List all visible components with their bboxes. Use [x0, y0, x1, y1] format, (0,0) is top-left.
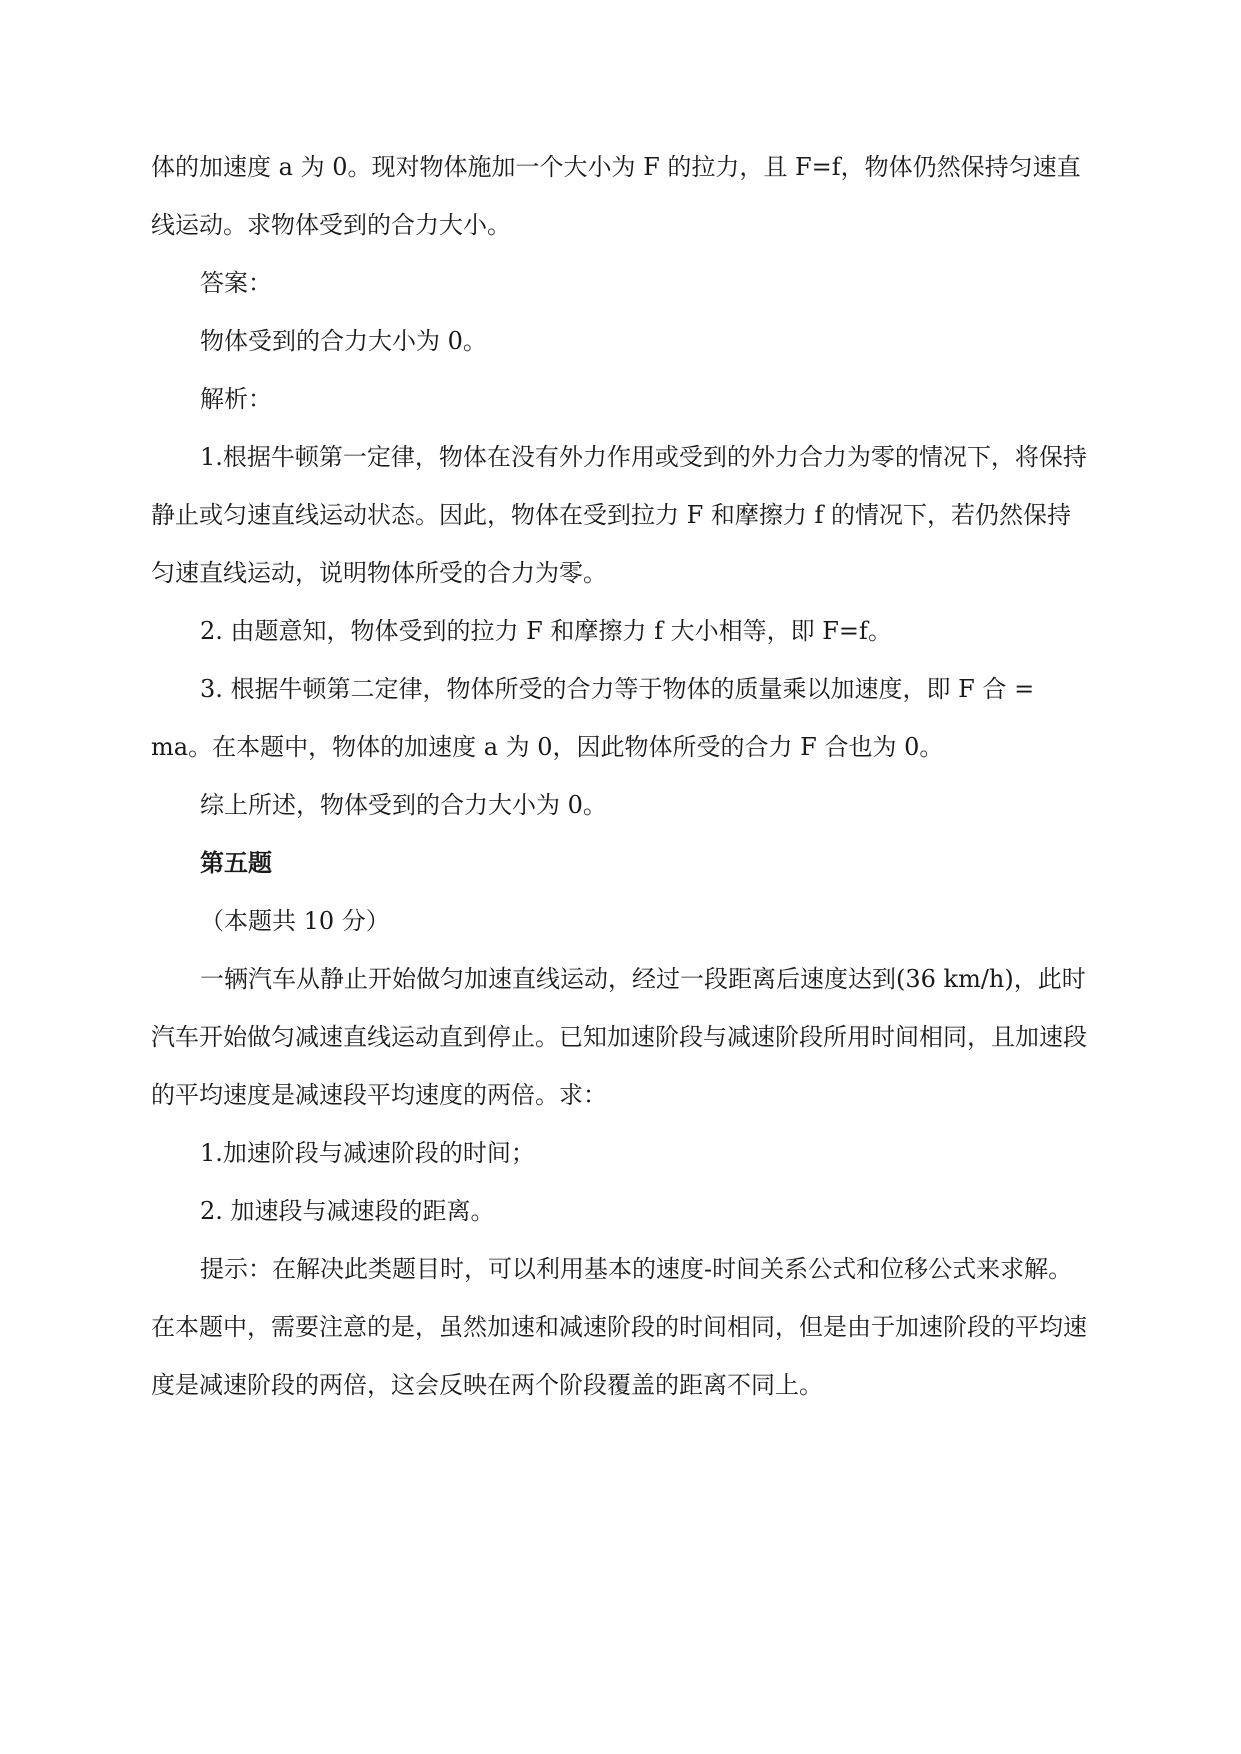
question-statement: 一辆汽车从静止开始做匀加速直线运动，经过一段距离后速度达到(36 km/h)，此时汽车开始做匀减速直线运动直到停止。已知加速阶段与减速阶段所用时间相同，且加速段的平均速度是减速段平均速度的两倍。求：	[151, 965, 1087, 1109]
analysis-step-3: 3. 根据牛顿第二定律，物体所受的合力等于物体的质量乘以加速度，即 F 合 = ma。在本题中，物体的加速度 a 为 0，因此物体所受的合力 F 合也为 0。	[151, 675, 1035, 761]
question-heading: 第五题	[200, 848, 272, 877]
analysis-conclusion: 综上所述，物体受到的合力大小为 0。	[200, 791, 607, 819]
analysis-label: 解析：	[200, 385, 272, 413]
question-item-2: 2. 加速段与减速段的距离。	[200, 1197, 495, 1225]
question-score: （本题共 10 分）	[200, 907, 390, 935]
hint-paragraph: 提示：在解决此类题目时，可以利用基本的速度-时间关系公式和位移公式来求解。在本题中，需要注意的是，虽然加速和减速阶段的时间相同，但是由于加速阶段的平均速度是减速阶段的两倍，这会反映在两个阶段覆盖的距离不同上。	[151, 1255, 1087, 1399]
document-body	[151, 138, 1091, 1414]
answer-text: 物体受到的合力大小为 0。	[200, 327, 487, 355]
analysis-step-1: 1.根据牛顿第一定律，物体在没有外力作用或受到的外力合力为零的情况下，将保持静止或匀速直线运动状态。因此，物体在受到拉力 F 和摩擦力 f 的情况下，若仍然保持匀速直线运动，说明物体所受的合力为零。	[151, 443, 1087, 587]
answer-label: 答案：	[200, 269, 272, 297]
paragraph-problem-continuation: 体的加速度 a 为 0。现对物体施加一个大小为 F 的拉力，且 F=f，物体仍然保持匀速直线运动。求物体受到的合力大小。	[151, 153, 1081, 239]
analysis-step-2: 2. 由题意知，物体受到的拉力 F 和摩擦力 f 大小相等，即 F=f。	[200, 617, 892, 645]
question-item-1: 1.加速阶段与减速阶段的时间；	[200, 1139, 535, 1167]
